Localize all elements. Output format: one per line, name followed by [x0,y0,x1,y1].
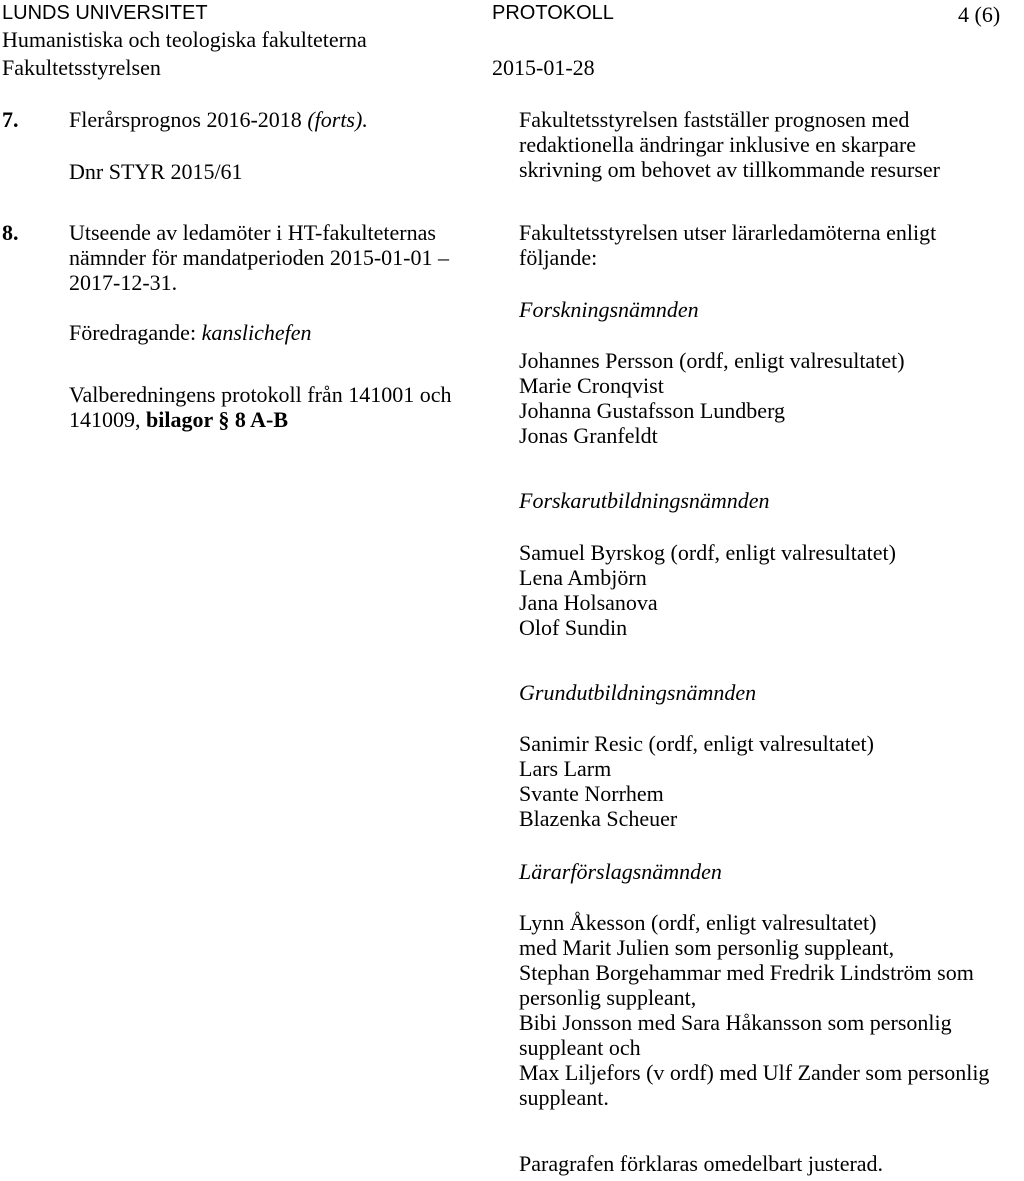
item-8-title-line: 2017-12-31. [69,270,178,295]
faculty-name: Humanistiska och teologiska fakulteterna [2,27,367,52]
item-8-protocol [69,382,451,432]
committee-members [519,910,989,1110]
member-line: personlig suppleant, [519,985,697,1010]
protocol-dates: 141009, [69,407,146,432]
presenter-name: kanslichefen [201,320,312,345]
committee-name: Grundutbildningsnämnden [519,680,757,705]
item-7-title-main: Flerårsprognos 2016-2018 [69,107,308,132]
decision-line: Fakultetsstyrelsen fastställer prognosen med [519,107,910,132]
item-7-title-forts: (forts). [307,107,368,132]
committee-members [519,540,896,640]
member-line: Stephan Borgehammar med Fredrik Lindström som [519,960,974,985]
item-8-title-line: nämnder för mandatperioden 2015-01-01 – [69,245,449,270]
member-line: Jonas Granfeldt [519,423,658,448]
attachments-reference: bilagor § 8 A-B [146,407,289,432]
committee-name: Forskningsnämnden [519,297,699,322]
decision-line: skrivning om behovet av tillkommande resurser [519,157,940,182]
item-8-number: 8. [2,220,19,245]
committee-members [519,731,874,831]
member-line: Lars Larm [519,756,612,781]
member-line: Olof Sundin [519,615,628,640]
item-8-presenter [69,320,312,345]
decision-line: redaktionella ändringar inklusive en skarpare [519,132,917,157]
member-line: med Marit Julien som personlig suppleant, [519,935,895,960]
member-line: suppleant och [519,1035,641,1060]
member-line: Samuel Byrskog (ordf, enligt valresultatet) [519,540,896,565]
member-line: Lynn Åkesson (ordf, enligt valresultatet) [519,910,877,935]
intro-line: Fakultetsstyrelsen utser lärarledamöterna enligt [519,220,937,245]
item-8-title [69,220,449,295]
member-line: Lena Ambjörn [519,565,647,590]
protocol-line-1: Valberedningens protokoll från 141001 och [69,382,452,407]
item-7-title [69,107,368,132]
intro-line: följande: [519,245,598,270]
document-date: 2015-01-28 [492,55,595,80]
committee-name: Lärarförslagsnämnden [519,859,722,884]
member-line: Svante Norrhem [519,781,664,806]
member-line: Marie Cronqvist [519,373,664,398]
document-type: PROTOKOLL [492,2,614,24]
member-line: Bibi Jonsson med Sara Håkansson som personlig [519,1010,952,1035]
item-7-number: 7. [2,107,19,132]
member-line: suppleant. [519,1085,609,1110]
item-8-intro [519,220,936,270]
item-7-decision [519,107,940,182]
member-line: Sanimir Resic (ordf, enligt valresultatet) [519,731,874,756]
member-line: Johanna Gustafsson Lundberg [519,398,785,423]
member-line: Max Liljefors (v ordf) med Ulf Zander som personlig [519,1060,990,1085]
member-line: Jana Holsanova [519,590,658,615]
university-name: LUNDS UNIVERSITET [2,2,208,24]
page-number: 4 (6) [958,2,1001,27]
protocol-line-2 [69,407,451,432]
item-8-title-line: Utseende av ledamöter i HT-fakulteternas [69,220,436,245]
member-line: Blazenka Scheuer [519,806,678,831]
committee-members [519,348,905,448]
item-7-dnr: Dnr STYR 2015/61 [69,159,243,184]
presenter-label: Föredragande: [69,320,202,345]
board-name: Fakultetsstyrelsen [2,55,161,80]
closing-statement: Paragrafen förklaras omedelbart justerad. [519,1151,884,1176]
committee-name: Forskarutbildningsnämnden [519,488,770,513]
member-line: Johannes Persson (ordf, enligt valresultatet) [519,348,905,373]
